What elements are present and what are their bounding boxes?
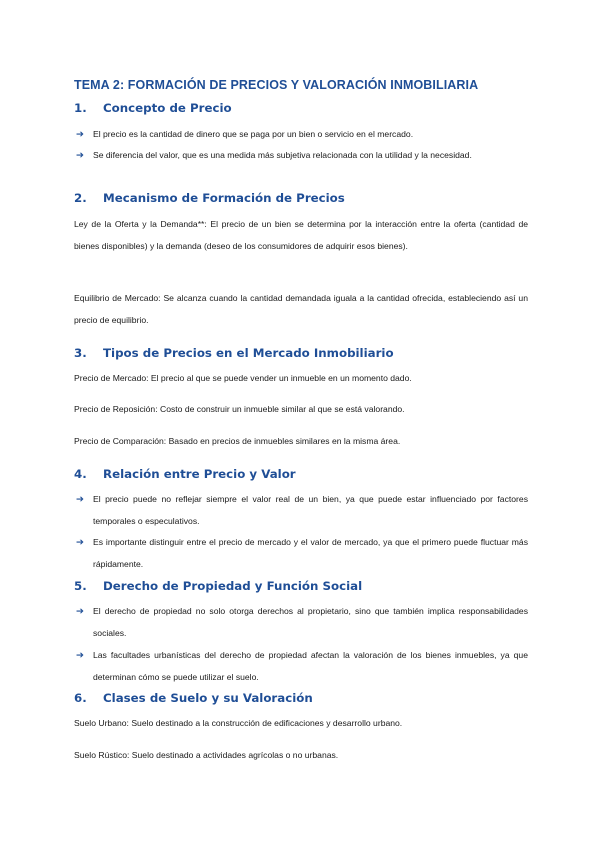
bullet-item	[76, 489, 528, 532]
bullet-item	[76, 601, 528, 644]
arrow-bullet-icon: ➔	[76, 494, 84, 505]
paragraph: Equilibrio de Mercado: Se alcanza cuando la cantidad demandada iguala a la cantidad ofrecida, estableciendo así un precio de equilibrio.	[74, 293, 528, 325]
section-heading	[74, 691, 534, 705]
bullet-item	[76, 532, 528, 575]
section-title: Derecho de Propiedad y Función Social	[103, 579, 363, 593]
bullet-item	[76, 124, 528, 146]
paragraph: Precio de Comparación: Basado en precios de inmuebles similares en la misma área.	[74, 436, 401, 446]
arrow-bullet-icon: ➔	[76, 650, 84, 661]
bullet-text: El precio puede no reflejar siempre el valor real de un bien, ya que puede estar influenciado por factores temporales o especulativos.	[93, 494, 528, 526]
arrow-bullet-icon: ➔	[76, 537, 84, 548]
paragraph: Suelo Urbano: Suelo destinado a la construcción de edificaciones y desarrollo urbano.	[74, 718, 403, 728]
section-heading	[74, 191, 534, 205]
section-number: 2.	[74, 191, 87, 205]
paragraph: Precio de Mercado: El precio al que se puede vender un inmueble en un momento dado.	[74, 373, 412, 383]
section-heading	[74, 579, 534, 593]
section-number: 1.	[74, 101, 87, 115]
section-heading	[74, 467, 534, 481]
section-number: 4.	[74, 467, 87, 481]
section-number: 3.	[74, 346, 87, 360]
paragraph: Precio de Reposición: Costo de construir un inmueble similar al que se está valorando.	[74, 404, 405, 414]
bullet-text: El precio es la cantidad de dinero que se paga por un bien o servicio en el mercado.	[93, 129, 414, 139]
section-title: Relación entre Precio y Valor	[103, 467, 296, 481]
section-title: Concepto de Precio	[103, 101, 232, 115]
section-number: 6.	[74, 691, 87, 705]
section-heading	[74, 346, 534, 360]
bullet-text: Las facultades urbanísticas del derecho de propiedad afectan la valoración de los bienes inmuebles, ya que determinan cómo se puede utilizar el suelo.	[93, 650, 528, 682]
section-heading	[74, 101, 534, 115]
section-title: Tipos de Precios en el Mercado Inmobiliario	[103, 346, 394, 360]
section-number: 5.	[74, 579, 87, 593]
paragraph: Ley de la Oferta y la Demanda**: El precio de un bien se determina por la interacción entre la oferta (cantidad de bienes disponibles) y la demanda (deseo de los consumidores de adquirir esos bienes).	[74, 219, 528, 251]
arrow-bullet-icon: ➔	[76, 606, 84, 617]
bullet-item	[76, 145, 528, 167]
arrow-bullet-icon: ➔	[76, 150, 84, 161]
bullet-text: Es importante distinguir entre el precio de mercado y el valor de mercado, ya que el primero puede fluctuar más rápidamente.	[93, 537, 528, 569]
arrow-bullet-icon: ➔	[76, 129, 84, 140]
paragraph: Suelo Rústico: Suelo destinado a actividades agrícolas o no urbanas.	[74, 750, 339, 760]
section-title: Clases de Suelo y su Valoración	[103, 691, 313, 705]
bullet-text: El derecho de propiedad no solo otorga derechos al propietario, sino que también implica responsabilidades sociales.	[93, 606, 528, 638]
bullet-text: Se diferencia del valor, que es una medida más subjetiva relacionada con la utilidad y la necesidad.	[93, 150, 472, 160]
section-title: Mecanismo de Formación de Precios	[103, 191, 345, 205]
bullet-item	[76, 645, 528, 688]
document-title: TEMA 2: FORMACIÓN DE PRECIOS Y VALORACIÓN INMOBILIARIA	[74, 78, 479, 92]
